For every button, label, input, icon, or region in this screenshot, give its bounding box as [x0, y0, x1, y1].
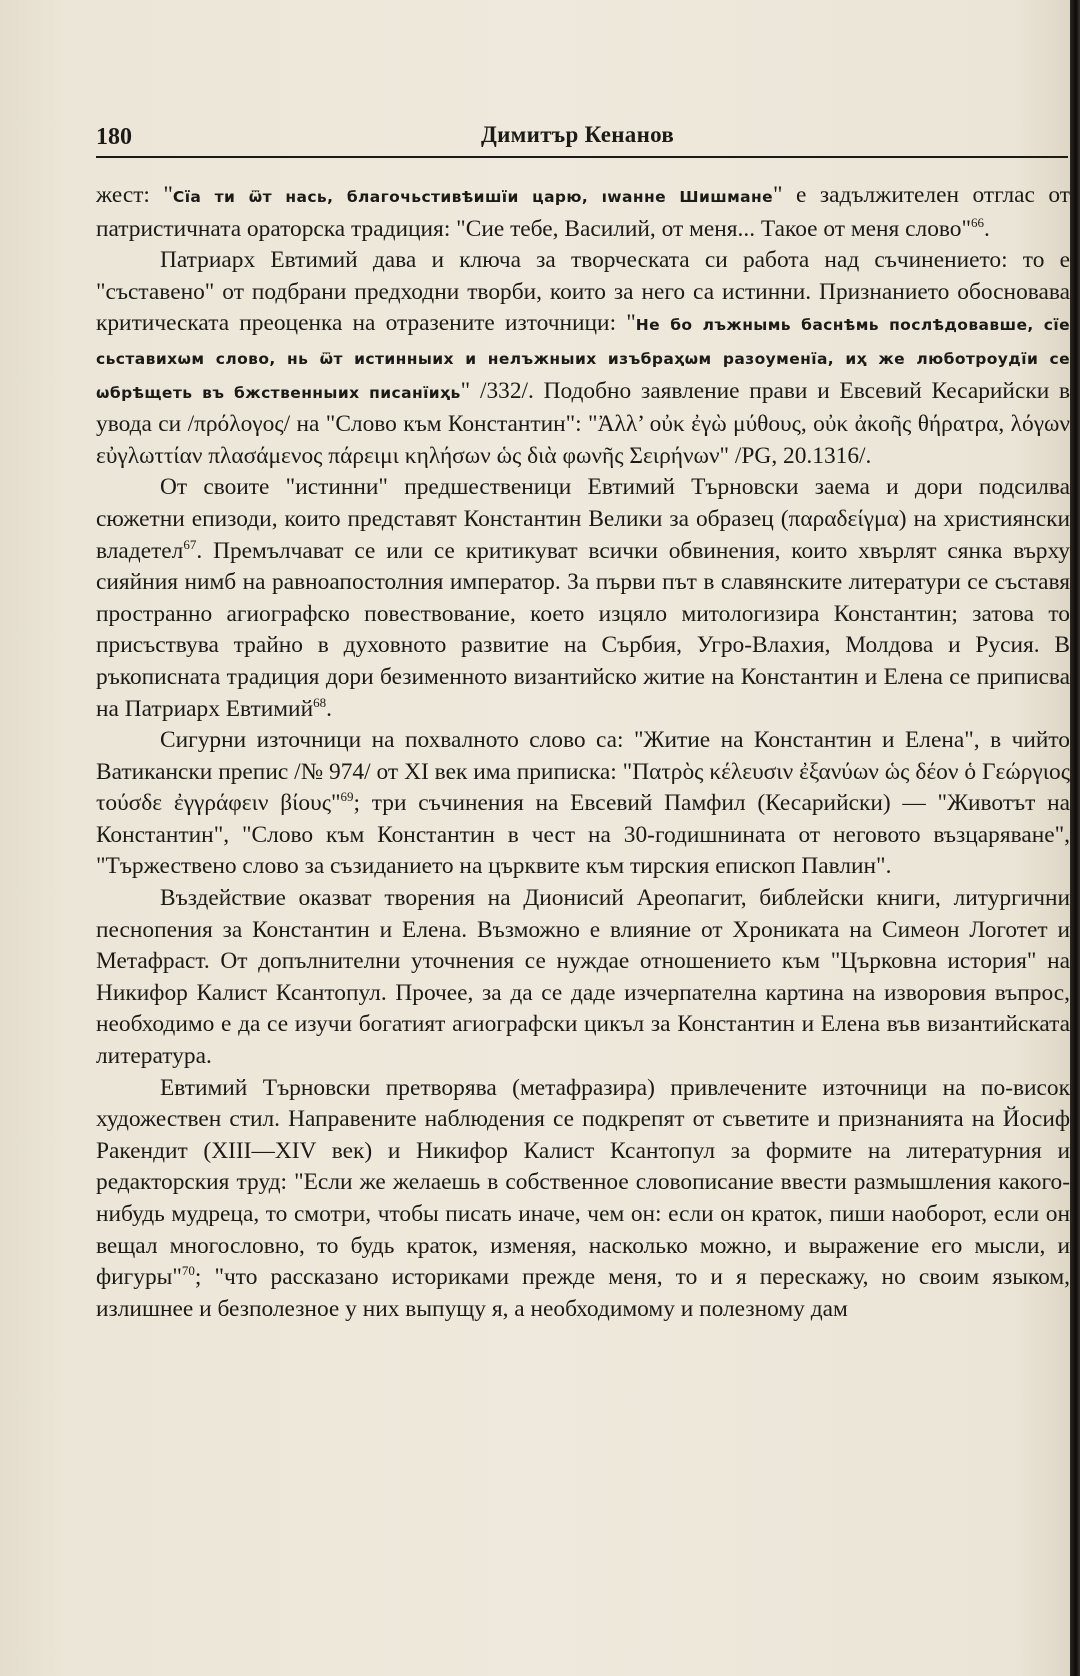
text-run: . Премълчават се или се критикуват всички обвинения, които хвърлят сянка върху сияйния нимб на равноапостолния император. За първи път в славянските литератури се съставя пространно агиографско повествование, което изцяло митологизира Константин; затова то присъствува трайно в духовното развитие на Сърбия, Угро-Влахия, Молдова и Русия. В ръкописната традиция дори безименното византийско житие на Константин и Елена се приписва на Патриарх Евтимий	[96, 537, 1070, 722]
text-run: Въздействие оказват творения на Дионисий Ареопагит, библейски книги, литургични песнопения за Константин и Елена. Възможно е влияние от Хрониката на Симеон Логотет и Метафраст. От допълнителни уточнения се нуждае отношението към "Църковна история" на Никифор Калист Ксантопул. Прочее, за да се даде изчерпателна картина на изворовия въпрос, необходимо е да се изучи богатият агиографски цикъл за Константин и Елена във византийската литература.	[96, 885, 1070, 1070]
text-run: ; "что рассказано историками прежде меня, то и я перескажу, но своим языком, излишнее и безполезное у них выпущу я, а необходимому и полезному дам	[96, 1264, 1070, 1322]
text-run: .	[326, 695, 332, 722]
page-number: 180	[96, 124, 132, 150]
page-edge-shadow	[1070, 0, 1080, 1676]
paragraph	[96, 1073, 1070, 1326]
paragraph	[96, 245, 1070, 472]
footnote-ref: 67	[183, 536, 197, 552]
text-run: Евтимий Търновски претворява (метафразира) привлечените източници на по-висок художествен стил. Направените наблюдения се подкрепят от съветите и признанията на Йосиф Ракендит (XIII—XIV век) и Никифор Калист Ксантопул за формите на литературния и редакторския труд: "Если же желаешь в собственное словописание ввести размышления какого-нибудь мудреца, то смотри, чтобы писать иначе, чем он: если он краток, пиши наоборот, если он вещал многословно, то будь краток, изменяя, насколько можно, и выражение его мысли, и фигуры"	[96, 1074, 1070, 1291]
text-run: Сигурни източници на похвалното слово са: "Житие на Константин и Елена", в чийто Ватикански препис /№ 974/ от XI век има приписка: "Πατρὸς κέλευσιν ἐξανύων ὡς δέον ὁ Γεώργιος τούσδε ἐγγράφειν βίους"	[96, 727, 1070, 817]
paragraph	[96, 180, 1070, 245]
text-run: .	[984, 215, 990, 242]
text-run: ; три съчинения на Евсевий Памфил (Кесарийски) — "Животът на Константин", "Слово към Константин в чест на 30-годишнината от неговото възцаряване", "Тържествено слово за съзиданието на църквите към тирския епископ Павлин".	[96, 790, 1071, 880]
footnote-ref: 68	[313, 694, 327, 710]
text-run: Патриарх Евтимий дава и ключа за творческата си работа над съчинението: то е "съставено" от подбрани предходни творби, които за него са истинни. Признанието обосновава критическата преоценка на отразените източници: "	[96, 247, 1070, 337]
footnote-ref: 70	[181, 1263, 195, 1279]
text-run: " е задължителен отглас от патристичната ораторска традиция: "Сие тебе, Василий, от меня... Такое от меня слово"	[96, 182, 1070, 242]
paragraph	[96, 883, 1070, 1073]
text-run: " /332/. Подобно заявление прави и Евсевий Кесарийски в увода си /πρόλογος/ на "Слово към Константин": "Ἀλλ’ οὐκ ἐγὼ μύθους, οὐκ ἀκοῆς θήρατρα, λόγων εὐγλωττίαν πλασάμενος πάρειμι κηλήσων ὡς διὰ φωνῆς Σειρήνων" /PG, 20.1316/.	[96, 377, 1070, 469]
paragraph	[96, 725, 1070, 883]
running-header	[96, 122, 1068, 158]
text-run: жест: "	[96, 182, 173, 208]
body-text	[96, 180, 1070, 1325]
paragraph	[96, 472, 1070, 725]
church-slavonic-quote: Сїа ти ѿт нась, благочьстивѣишїи царю, ıwанне Шишмане	[172, 188, 774, 206]
church-slavonic-quote: Не бо лъжнымь баснѣмь послѣдовавше, сїе сьставихѡм слово, нь ѿт истинныих и нелъжныих изъбраҳѡм разоуменїа, иҳ же люботроудїи се ѡбрѣщеть въ бжственныих писанїиҳь	[96, 316, 1071, 402]
running-head-author: Димитър Кенанов	[481, 122, 675, 147]
footnote-ref: 69	[340, 789, 354, 805]
text-run: От своите "истинни" предшественици Евтимий Търновски заема и дори подсилва сюжетни епизоди, които представят Константин Велики за образец (παραδείγμα) на християнски владетел	[96, 474, 1070, 564]
footnote-ref: 66	[971, 214, 985, 230]
